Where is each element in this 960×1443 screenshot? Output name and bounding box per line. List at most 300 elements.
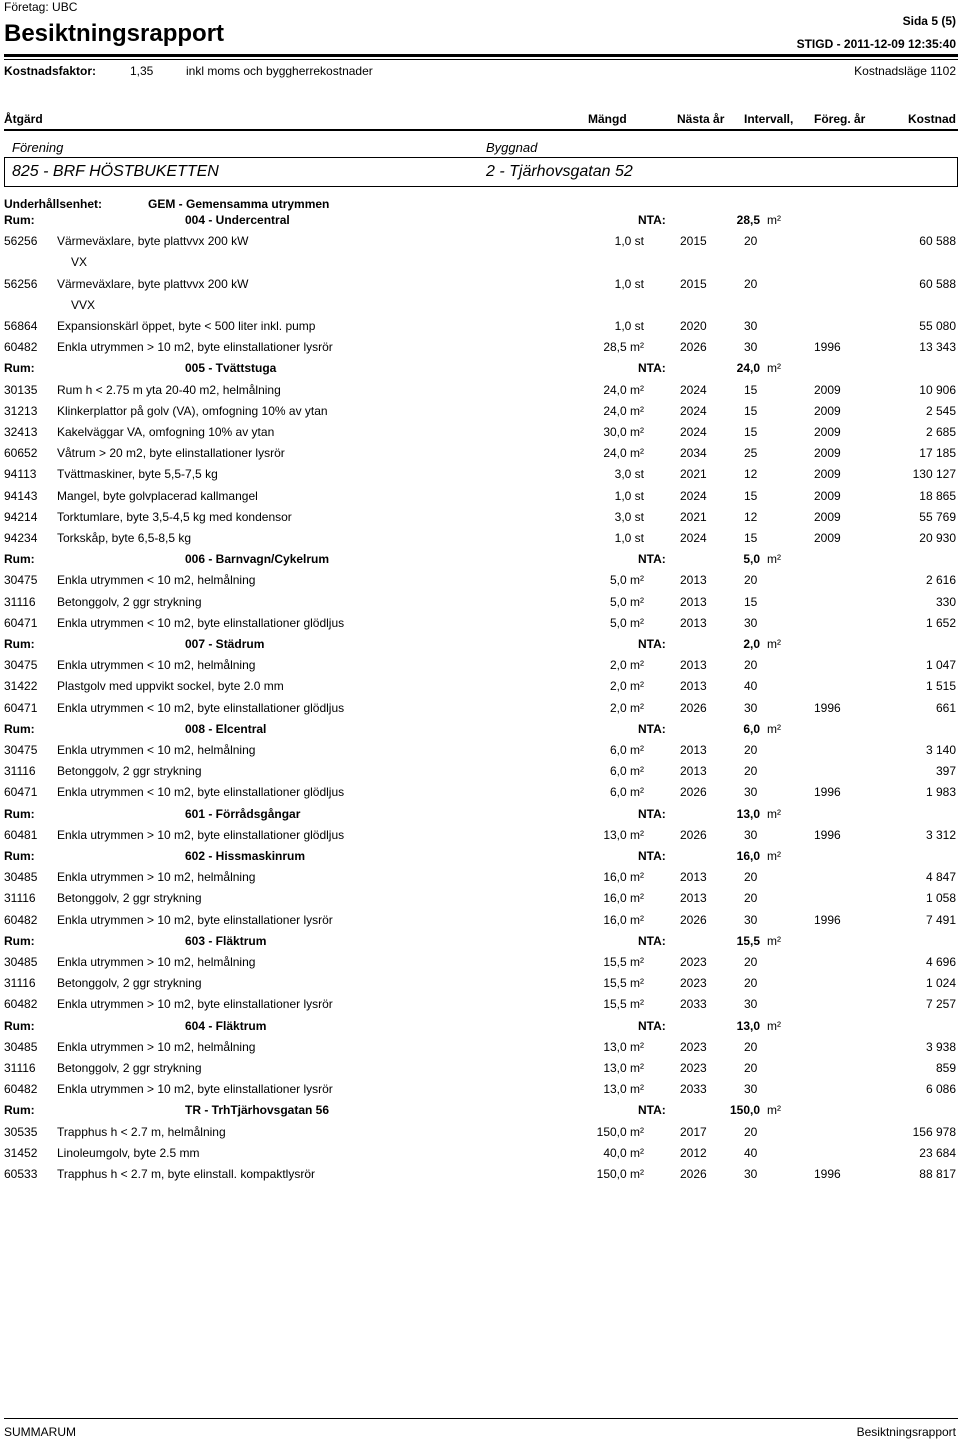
item-code: 60482 <box>4 912 38 927</box>
item-quantity: 6,0 m² <box>609 743 644 757</box>
item-code: 60482 <box>4 997 38 1012</box>
item-code: 94214 <box>4 509 38 524</box>
item-next-year: 2013 <box>680 764 707 779</box>
item-next-year: 2021 <box>680 509 707 524</box>
item-quantity: 3,0 st <box>614 467 644 482</box>
table-row <box>0 701 960 722</box>
byggnad-label: Byggnad <box>486 140 538 155</box>
table-row <box>0 1167 960 1188</box>
item-interval: 30 <box>744 615 758 630</box>
item-description: Enkla utrymmen > 10 m2, helmålning <box>57 1039 256 1054</box>
item-next-year: 2023 <box>680 1039 707 1054</box>
item-code: 31116 <box>4 594 36 609</box>
item-code: 56864 <box>4 319 38 333</box>
item-previous-year: 2009 <box>814 488 841 503</box>
item-description: Enkla utrymmen < 10 m2, helmålning <box>57 658 256 673</box>
item-previous-year: 1996 <box>814 1167 841 1181</box>
item-next-year: 2024 <box>680 425 707 439</box>
cost-factor-label: Kostnadsfaktor: <box>4 64 97 78</box>
room-label: Rum: <box>4 552 35 567</box>
table-row <box>0 1125 960 1146</box>
item-next-year: 2026 <box>680 700 707 715</box>
item-quantity: 24,0 m² <box>603 446 644 461</box>
item-code: 30535 <box>4 1124 38 1139</box>
table-row <box>0 319 960 340</box>
item-code: 94234 <box>4 531 38 545</box>
item-description: Enkla utrymmen > 10 m2, byte elinstallationer lysrör <box>57 912 333 927</box>
room-name: 603 - Fläktrum <box>185 933 267 948</box>
room-nta-value: 6,0 <box>743 721 760 736</box>
item-description: Enkla utrymmen < 10 m2, byte elinstallationer glödljus <box>57 615 345 630</box>
item-interval: 20 <box>744 955 758 969</box>
table-row <box>0 913 960 934</box>
item-quantity: 15,5 m² <box>603 976 644 991</box>
item-description: Enkla utrymmen < 10 m2, byte elinstallationer glödljus <box>57 785 345 800</box>
item-cost: 13 343 <box>919 340 956 355</box>
item-next-year: 2024 <box>680 531 707 545</box>
table-row <box>0 489 960 510</box>
room-nta-label: NTA: <box>638 552 666 567</box>
item-description: Enkla utrymmen < 10 m2, helmålning <box>57 743 256 757</box>
item-description: Enkla utrymmen > 10 m2, helmålning <box>57 955 256 969</box>
room-header-row <box>0 213 960 234</box>
table-row <box>0 1082 960 1103</box>
room-header-row <box>0 361 960 382</box>
item-interval: 20 <box>744 573 758 588</box>
item-cost: 6 086 <box>925 1082 956 1097</box>
table-row <box>0 425 960 446</box>
item-next-year: 2024 <box>680 382 707 397</box>
item-interval: 12 <box>744 467 758 482</box>
item-code: 31422 <box>4 679 38 694</box>
room-name: 602 - Hissmaskinrum <box>185 849 306 863</box>
room-header-row <box>0 807 960 828</box>
report-title: Besiktningsrapport <box>4 20 225 47</box>
table-row <box>0 404 960 425</box>
item-code: 30475 <box>4 658 38 673</box>
item-cost: 4 847 <box>925 870 956 885</box>
item-interval: 20 <box>744 1039 758 1054</box>
room-header-row <box>0 722 960 743</box>
room-nta-value: 28,5 <box>736 213 760 227</box>
item-interval: 30 <box>744 997 758 1012</box>
item-description: Torktumlare, byte 3,5-4,5 kg med kondensor <box>57 509 292 524</box>
room-nta-unit: m² <box>767 361 781 376</box>
item-next-year: 2013 <box>680 679 707 694</box>
item-interval: 15 <box>744 488 758 503</box>
item-interval: 20 <box>744 764 758 779</box>
item-description: Rum h < 2.75 m yta 20-40 m2, helmålning <box>57 382 281 397</box>
item-description: Trapphus h < 2.7 m, helmålning <box>57 1124 226 1139</box>
item-cost: 156 978 <box>912 1124 956 1139</box>
item-quantity: 13,0 m² <box>603 1082 644 1097</box>
byggnad-value: 2 - Tjärhovsgatan 52 <box>486 163 633 180</box>
item-cost: 4 696 <box>925 955 956 969</box>
item-previous-year: 1996 <box>814 700 841 715</box>
col-atgard: Åtgärd <box>4 112 43 126</box>
item-cost: 130 127 <box>912 467 956 482</box>
room-nta-label: NTA: <box>638 849 666 863</box>
item-description: Enkla utrymmen < 10 m2, helmålning <box>57 573 256 588</box>
item-previous-year: 1996 <box>814 827 841 842</box>
item-note: VX <box>71 255 88 270</box>
item-previous-year: 2009 <box>814 425 841 439</box>
item-quantity: 1,0 st <box>614 319 644 333</box>
item-next-year: 2013 <box>680 594 707 609</box>
item-interval: 15 <box>744 382 758 397</box>
col-nasta-ar: Nästa år <box>677 112 725 126</box>
item-quantity: 5,0 m² <box>609 573 644 588</box>
item-description: Plastgolv med uppvikt sockel, byte 2.0 mm <box>57 679 284 694</box>
table-row <box>0 1061 960 1082</box>
forening-label: Förening <box>12 140 64 155</box>
table-row <box>0 976 960 997</box>
room-name: 601 - Förrådsgångar <box>185 806 301 821</box>
item-cost: 2 545 <box>925 403 956 418</box>
item-quantity: 6,0 m² <box>609 764 644 779</box>
item-interval: 20 <box>744 891 758 906</box>
cost-level: Kostnadsläge 1102 <box>854 64 956 78</box>
room-name: 007 - Städrum <box>185 637 265 651</box>
table-row <box>0 997 960 1018</box>
unit-value: GEM - Gemensamma utrymmen <box>148 197 330 211</box>
table-row <box>0 531 960 552</box>
item-quantity: 13,0 m² <box>603 1061 644 1075</box>
room-header-row <box>0 637 960 658</box>
item-quantity: 15,5 m² <box>603 955 644 969</box>
item-code: 31213 <box>4 403 38 418</box>
item-description: Enkla utrymmen > 10 m2, byte elinstallationer lysrör <box>57 997 333 1012</box>
item-description: Betonggolv, 2 ggr strykning <box>57 594 202 609</box>
item-quantity: 16,0 m² <box>603 891 644 906</box>
item-next-year: 2021 <box>680 467 707 482</box>
item-next-year: 2023 <box>680 1061 707 1075</box>
item-cost: 3 312 <box>925 827 956 842</box>
table-row <box>0 1146 960 1167</box>
item-cost: 88 817 <box>919 1167 956 1181</box>
item-next-year: 2023 <box>680 955 707 969</box>
item-code: 31116 <box>4 1061 36 1075</box>
item-previous-year: 2009 <box>814 531 841 545</box>
item-quantity: 24,0 m² <box>603 382 644 397</box>
room-nta-label: NTA: <box>638 637 666 651</box>
item-cost: 330 <box>935 594 956 609</box>
room-nta-value: 5,0 <box>743 552 760 567</box>
item-interval: 12 <box>744 509 758 524</box>
item-code: 30485 <box>4 955 38 969</box>
item-cost: 1 058 <box>925 891 956 906</box>
item-code: 30135 <box>4 382 38 397</box>
item-code: 31452 <box>4 1145 38 1160</box>
item-next-year: 2026 <box>680 340 707 355</box>
item-interval: 20 <box>744 234 758 249</box>
report-stamp: STIGD - 2011-12-09 12:35:40 <box>796 37 956 51</box>
table-row-note <box>0 255 960 276</box>
forening-value: 825 - BRF HÖSTBUKETTEN <box>12 163 219 180</box>
item-cost: 7 257 <box>925 997 956 1012</box>
item-previous-year: 2009 <box>814 403 841 418</box>
item-code: 94143 <box>4 488 38 503</box>
item-quantity: 2,0 m² <box>609 679 644 694</box>
item-quantity: 16,0 m² <box>603 912 644 927</box>
header-rule-thick <box>4 54 958 57</box>
item-cost: 1 024 <box>925 976 956 991</box>
item-interval: 20 <box>744 976 758 991</box>
room-name: 005 - Tvättstuga <box>185 361 277 376</box>
item-note: VVX <box>71 297 96 312</box>
room-header-row <box>0 1019 960 1040</box>
room-label: Rum: <box>4 806 35 821</box>
item-quantity: 1,0 st <box>614 234 644 249</box>
item-interval: 20 <box>744 276 758 291</box>
room-nta-label: NTA: <box>638 1018 666 1033</box>
table-row <box>0 679 960 700</box>
item-next-year: 2026 <box>680 912 707 927</box>
item-next-year: 2024 <box>680 403 707 418</box>
item-description: Enkla utrymmen > 10 m2, helmålning <box>57 870 256 885</box>
table-row <box>0 234 960 255</box>
room-nta-label: NTA: <box>638 1103 666 1118</box>
item-next-year: 2020 <box>680 319 707 333</box>
table-row <box>0 658 960 679</box>
item-description: Expansionskärl öppet, byte < 500 liter inkl. pump <box>57 319 316 333</box>
table-row <box>0 1040 960 1061</box>
item-interval: 30 <box>744 912 758 927</box>
item-next-year: 2013 <box>680 573 707 588</box>
header-rule-thin <box>4 59 958 60</box>
item-cost: 2 616 <box>925 573 956 588</box>
item-previous-year: 1996 <box>814 340 841 355</box>
item-quantity: 15,5 m² <box>603 997 644 1012</box>
table-row <box>0 467 960 488</box>
item-description: Betonggolv, 2 ggr strykning <box>57 1061 202 1075</box>
table-row <box>0 828 960 849</box>
room-nta-label: NTA: <box>638 933 666 948</box>
room-name: 008 - Elcentral <box>185 721 267 736</box>
item-previous-year: 2009 <box>814 509 841 524</box>
room-label: Rum: <box>4 637 35 651</box>
item-next-year: 2013 <box>680 870 707 885</box>
unit-label: Underhållsenhet: <box>4 197 103 211</box>
room-nta-unit: m² <box>767 849 781 863</box>
room-label: Rum: <box>4 213 35 227</box>
room-nta-unit: m² <box>767 213 781 227</box>
room-label: Rum: <box>4 1018 35 1033</box>
item-quantity: 1,0 st <box>614 488 644 503</box>
item-description: Kakelväggar VA, omfogning 10% av ytan <box>57 425 275 439</box>
item-description: Betonggolv, 2 ggr strykning <box>57 976 202 991</box>
item-next-year: 2015 <box>680 276 707 291</box>
item-cost: 60 588 <box>919 234 956 249</box>
room-nta-unit: m² <box>767 933 781 948</box>
item-interval: 40 <box>744 679 758 694</box>
item-quantity: 5,0 m² <box>609 594 644 609</box>
item-interval: 15 <box>744 594 758 609</box>
columns-rule <box>4 129 958 131</box>
item-description: Enkla utrymmen > 10 m2, byte elinstallationer lysrör <box>57 1082 333 1097</box>
room-header-row <box>0 934 960 955</box>
room-nta-unit: m² <box>767 1103 781 1118</box>
item-cost: 55 080 <box>919 319 956 333</box>
item-interval: 20 <box>744 1124 758 1139</box>
item-interval: 30 <box>744 827 758 842</box>
room-nta-unit: m² <box>767 721 781 736</box>
item-code: 31116 <box>4 764 36 779</box>
item-cost: 661 <box>935 700 956 715</box>
table-row <box>0 955 960 976</box>
item-cost: 859 <box>935 1061 956 1075</box>
col-intervall: Intervall, <box>744 112 794 126</box>
item-quantity: 1,0 st <box>614 531 644 545</box>
item-interval: 15 <box>744 425 758 439</box>
room-nta-label: NTA: <box>638 213 666 227</box>
item-code: 30475 <box>4 743 38 757</box>
item-code: 56256 <box>4 276 38 291</box>
item-cost: 1 047 <box>925 658 956 673</box>
col-kostnad: Kostnad <box>908 112 956 126</box>
item-quantity: 1,0 st <box>614 276 644 291</box>
item-next-year: 2013 <box>680 615 707 630</box>
item-quantity: 28,5 m² <box>603 340 644 355</box>
room-nta-label: NTA: <box>638 361 666 376</box>
item-interval: 30 <box>744 1167 758 1181</box>
table-row <box>0 743 960 764</box>
item-description: Mangel, byte golvplacerad kallmangel <box>57 488 258 503</box>
item-description: Enkla utrymmen > 10 m2, byte elinstallationer lysrör <box>57 340 333 355</box>
room-nta-value: 15,5 <box>736 933 760 948</box>
item-code: 32413 <box>4 425 38 439</box>
item-next-year: 2015 <box>680 234 707 249</box>
item-interval: 20 <box>744 743 758 757</box>
item-next-year: 2017 <box>680 1124 707 1139</box>
item-next-year: 2026 <box>680 827 707 842</box>
item-code: 30475 <box>4 573 38 588</box>
room-nta-unit: m² <box>767 806 781 821</box>
item-cost: 23 684 <box>919 1145 956 1160</box>
item-next-year: 2023 <box>680 976 707 991</box>
item-previous-year: 2009 <box>814 382 841 397</box>
room-header-row <box>0 849 960 870</box>
item-code: 60652 <box>4 446 38 461</box>
item-next-year: 2013 <box>680 658 707 673</box>
item-interval: 30 <box>744 340 758 355</box>
room-nta-value: 150,0 <box>729 1103 760 1118</box>
room-nta-value: 13,0 <box>736 806 760 821</box>
item-quantity: 150,0 m² <box>596 1124 644 1139</box>
company-label: Företag: UBC <box>4 0 78 14</box>
room-label: Rum: <box>4 361 35 376</box>
item-quantity: 24,0 m² <box>603 403 644 418</box>
col-foreg-ar: Föreg. år <box>814 112 866 126</box>
item-cost: 1 652 <box>925 615 956 630</box>
room-label: Rum: <box>4 849 35 863</box>
item-interval: 30 <box>744 1082 758 1097</box>
table-row <box>0 785 960 806</box>
footer-right: Besiktningsrapport <box>856 1425 956 1439</box>
item-quantity: 40,0 m² <box>603 1145 644 1160</box>
room-header-row <box>0 552 960 573</box>
item-code: 31116 <box>4 976 36 991</box>
item-quantity: 16,0 m² <box>603 870 644 885</box>
room-nta-label: NTA: <box>638 721 666 736</box>
item-description: Klinkerplattor på golv (VA), omfogning 10% av ytan <box>57 403 328 418</box>
item-code: 60533 <box>4 1167 38 1181</box>
item-cost: 2 685 <box>925 425 956 439</box>
item-quantity: 13,0 m² <box>603 1039 644 1054</box>
room-label: Rum: <box>4 1103 35 1118</box>
room-label: Rum: <box>4 933 35 948</box>
item-description: Betonggolv, 2 ggr strykning <box>57 764 202 779</box>
item-description: Våtrum > 20 m2, byte elinstallationer lysrör <box>57 446 285 461</box>
item-quantity: 6,0 m² <box>609 785 644 800</box>
item-quantity: 2,0 m² <box>609 700 644 715</box>
item-cost: 55 769 <box>919 509 956 524</box>
room-nta-value: 24,0 <box>736 361 760 376</box>
table-row <box>0 573 960 594</box>
item-next-year: 2026 <box>680 1167 707 1181</box>
item-quantity: 30,0 m² <box>603 425 644 439</box>
table-row <box>0 383 960 404</box>
table-row-note <box>0 298 960 319</box>
room-nta-unit: m² <box>767 552 781 567</box>
item-next-year: 2034 <box>680 446 707 461</box>
item-interval: 30 <box>744 785 758 800</box>
item-cost: 20 930 <box>919 531 956 545</box>
item-previous-year: 1996 <box>814 912 841 927</box>
item-code: 31116 <box>4 891 36 906</box>
footer-left: SUMMARUM <box>4 1425 76 1439</box>
cost-factor-note: inkl moms och byggherrekostnader <box>186 64 373 78</box>
room-nta-unit: m² <box>767 637 781 651</box>
item-code: 30485 <box>4 1039 38 1054</box>
item-description: Torkskåp, byte 6,5-8,5 kg <box>57 531 192 545</box>
table-row <box>0 595 960 616</box>
room-name: TR - TrhTjärhovsgatan 56 <box>185 1103 330 1118</box>
table-row <box>0 277 960 298</box>
item-code: 94113 <box>4 467 37 482</box>
item-next-year: 2013 <box>680 891 707 906</box>
item-description: Enkla utrymmen > 10 m2, byte elinstallationer glödljus <box>57 827 345 842</box>
room-header-row <box>0 1103 960 1124</box>
item-previous-year: 1996 <box>814 785 841 800</box>
table-row <box>0 340 960 361</box>
item-quantity: 150,0 m² <box>596 1167 644 1181</box>
item-quantity: 2,0 m² <box>609 658 644 673</box>
cost-factor-value: 1,35 <box>130 64 154 78</box>
item-cost: 17 185 <box>919 446 956 461</box>
item-description: Enkla utrymmen < 10 m2, byte elinstallationer glödljus <box>57 700 345 715</box>
item-description: Linoleumgolv, byte 2.5 mm <box>57 1145 200 1160</box>
item-cost: 397 <box>935 764 956 779</box>
footer-rule <box>4 1418 958 1419</box>
item-cost: 10 906 <box>919 382 956 397</box>
item-code: 60481 <box>4 827 38 842</box>
room-name: 004 - Undercentral <box>185 213 290 227</box>
item-cost: 18 865 <box>919 488 956 503</box>
item-cost: 7 491 <box>925 912 956 927</box>
item-interval: 30 <box>744 700 758 715</box>
item-description: Tvättmaskiner, byte 5,5-7,5 kg <box>57 467 218 482</box>
item-quantity: 5,0 m² <box>609 615 644 630</box>
item-description: Trapphus h < 2.7 m, byte elinstall. kompaktlysrör <box>57 1167 315 1181</box>
item-cost: 3 938 <box>925 1039 956 1054</box>
item-next-year: 2026 <box>680 785 707 800</box>
col-mangd: Mängd <box>588 112 627 126</box>
item-next-year: 2013 <box>680 743 707 757</box>
item-quantity: 13,0 m² <box>603 827 644 842</box>
item-previous-year: 2009 <box>814 446 841 461</box>
room-label: Rum: <box>4 721 35 736</box>
